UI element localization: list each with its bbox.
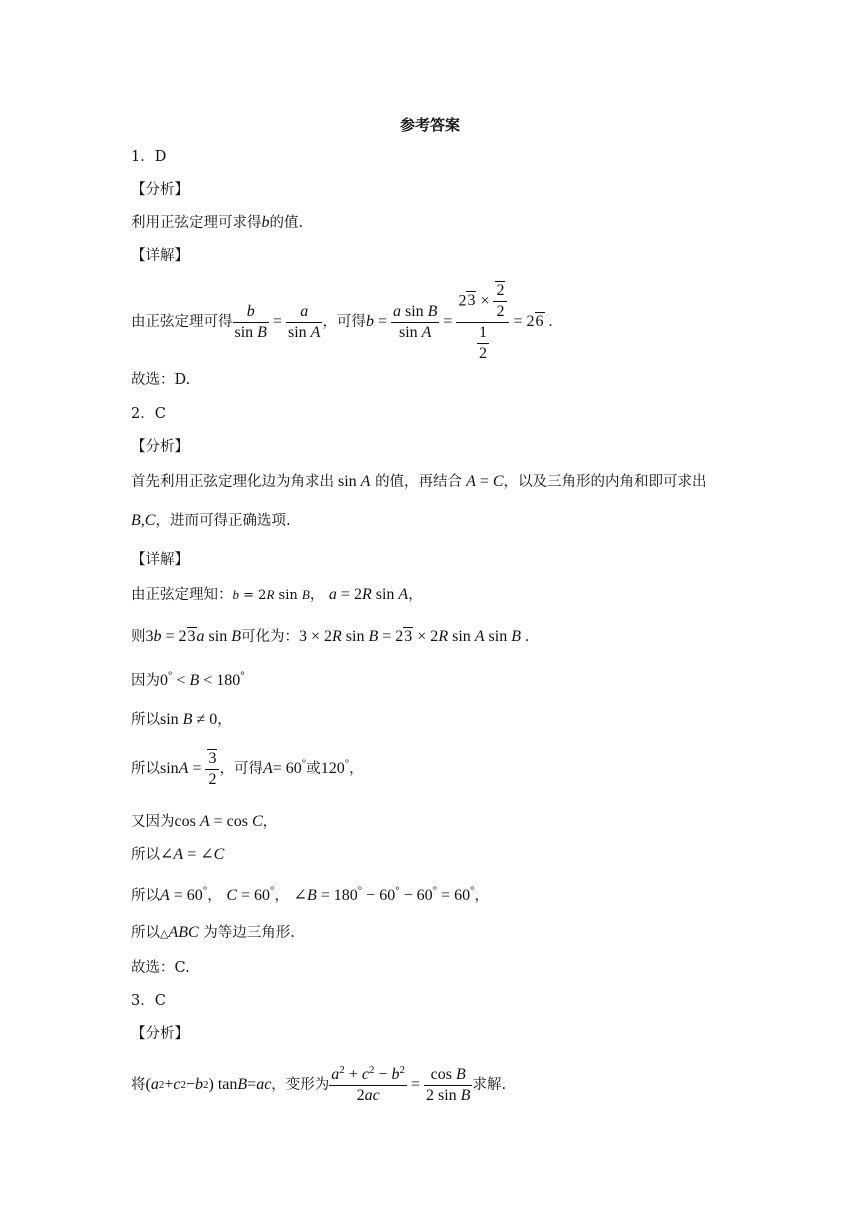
q2-detail-line1: 由正弦定理知：b = 2R sin B， a = 2R sin A，	[131, 586, 423, 603]
q1-conclusion: 故选：D.	[131, 372, 191, 388]
q3-answer: 3．C	[131, 993, 166, 1009]
q2-detail-line4: 所以sin B ≠ 0，	[131, 711, 232, 728]
q1-answer: 1．D	[131, 149, 167, 165]
page-title: 参考答案	[399, 116, 460, 134]
q2-detail-line2: 则3b = 23a sin B可化为：3 × 2R sin B = 23 × 2R sin A sin B .	[131, 628, 529, 645]
q3-analysis: 将 ( a 2 + c 2 − b 2 ) tan B = ac ，变形为 $\frac{a^2 + c^2 - b^2}{2ac}$ = $\frac{\text{cos B}}{\text{2 sin B}}$ 求解.	[131, 1063, 507, 1104]
q2-detail-line8: 所以A = 60°， C = 60°， ∠B = 180° − 60° − 60° = 60°，	[131, 884, 489, 904]
q2-detail-label: 【详解】	[131, 552, 189, 568]
q3-analysis-label: 【分析】	[131, 1026, 189, 1042]
q1-analysis-label: 【分析】	[131, 182, 189, 198]
q2-detail-line7: 所以∠A = ∠C	[131, 846, 225, 863]
q1-detail-label: 【详解】	[131, 248, 189, 264]
q1-detail-formula: 由正弦定理可得 $\frac{b}{\text{sin B}}$ = $\frac{a}{\text{sin A}}$ ，可得 b = $\frac{\text{a sin B}}{\text{sin A}}$ = 23 × $\frac{2}{2}$ $\frac{1}{2}$ = 26 .	[131, 281, 553, 362]
q2-analysis-line2: B,C，进而可得正确选项.	[131, 512, 291, 529]
q2-analysis-label: 【分析】	[131, 439, 189, 455]
q2-detail-line6: 又因为cos A = cos C，	[131, 813, 278, 830]
q2-detail-line3: 因为0° < B < 180°	[131, 669, 245, 689]
q2-analysis-line1: 首先利用正弦定理化边为角求出 sin A 的值，再结合 A = C，以及三角形的内角和即可求出	[131, 473, 707, 490]
q2-detail-line9: 所以△ABC 为等边三角形.	[131, 924, 295, 941]
q2-detail-line5: 所以 sin A = $\frac{3}{2}$ ，可得 A = 60° 或 120° ，	[131, 749, 364, 788]
q2-conclusion: 故选：C.	[131, 960, 190, 976]
q1-analysis: 利用正弦定理可求得b的值.	[131, 214, 304, 231]
q2-answer: 2．C	[131, 406, 166, 422]
